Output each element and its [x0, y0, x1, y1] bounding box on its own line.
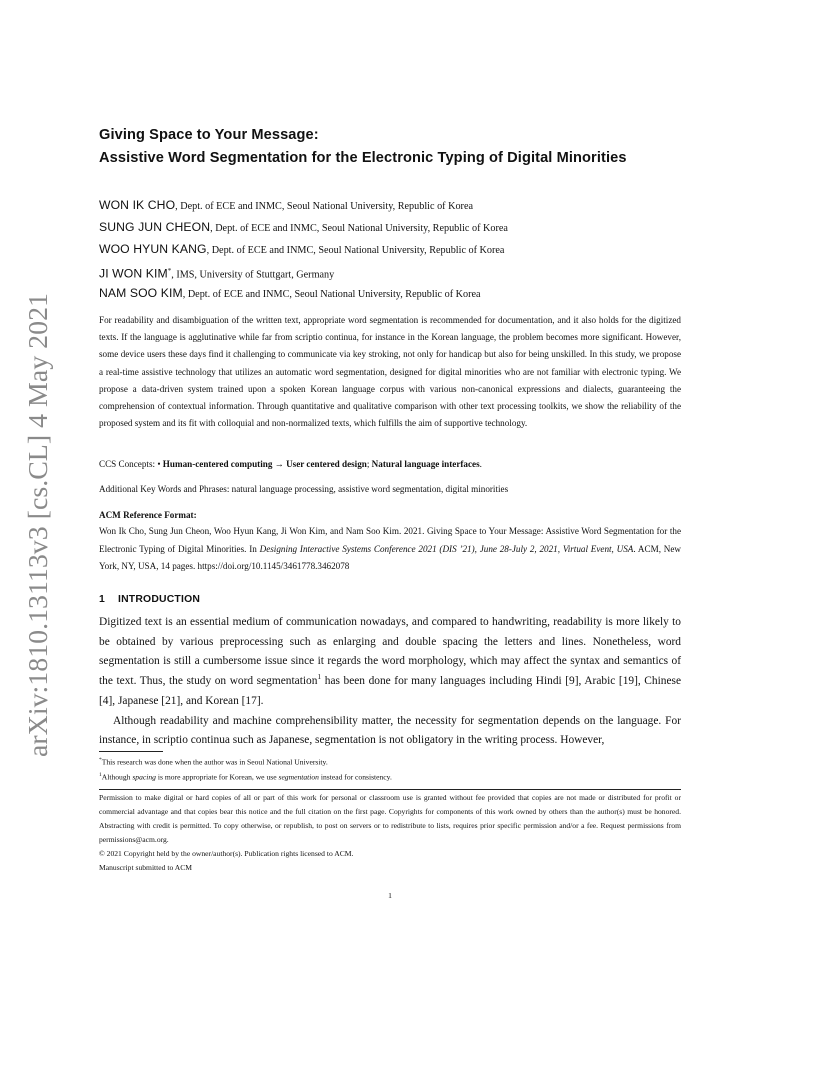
ccs-label: CCS Concepts:	[99, 459, 158, 469]
author-affiliation: , Dept. of ECE and INMC, Seoul National University, Republic of Korea	[206, 245, 505, 256]
ccs-concept: Natural language interfaces	[371, 459, 480, 469]
ccs-separator: ;	[366, 459, 372, 469]
footnotes	[99, 754, 681, 783]
author-affiliation: , Dept. of ECE and INMC, Seoul National University, Republic of Korea	[175, 201, 473, 212]
author-name: NAM SOO KIM	[99, 286, 183, 300]
author-name: WOO HYUN KANG	[99, 242, 207, 256]
paper-title	[99, 124, 681, 170]
author-footnote-mark: *	[167, 267, 172, 275]
keywords: Additional Key Words and Phrases: natural language processing, assistive word segmentation, digital minorities	[99, 484, 509, 494]
section-heading	[99, 592, 200, 608]
acm-reference	[99, 523, 681, 576]
footnote-text: Although	[101, 772, 133, 782]
footnote-text: instead for consistency.	[318, 772, 392, 782]
author-name: JI WON KIM	[99, 266, 168, 281]
arxiv-stamp	[20, 290, 56, 760]
arxiv-stamp-text: arXiv:1810.13113v3 [cs.CL] 4 May 2021	[23, 308, 53, 757]
intro-text: Digitized text is an essential medium of communication nowadays, and compared to handwriting, readability is more likely to be obtained by various preprocessing such as enlarging and double spacing the letters and lines. Nonetheless, word segmentation is still a cumbersome issue since it regards the word morphology, which may affect the syntax and semantics of the text. Thus, the study on word segmentation	[99, 616, 681, 688]
author-name: SUNG JUN CHEON	[99, 220, 211, 234]
author-entry	[99, 216, 681, 238]
permission-divider	[99, 789, 681, 790]
arxiv-stamp-graphic	[20, 290, 56, 760]
copyright-notice: © 2021 Copyright held by the owner/author(s). Publication rights licensed to ACM.	[99, 848, 354, 858]
footnote	[99, 769, 681, 784]
permission-text: Permission to make digital or hard copies of all or part of this work for personal or classroom use is granted without fee provided that copies are not made or distributed for profit or commercial advantage and that copies bear this notice and the full citation on the first page. Copyrights for components of this work owned by others than the author(s) must be honored. Abstracting with credit is permitted. To copy otherwise, or republish, to post on servers or to redistribute to lists, requires prior specific permission and/or a fee. Request permissions from permissions@acm.org.	[99, 793, 681, 844]
author-entry	[99, 282, 681, 304]
footnote-emphasis: segmentation	[278, 772, 319, 782]
title-line-1: Giving Space to Your Message:	[99, 127, 319, 143]
ccs-concept: User centered design	[286, 459, 367, 469]
footnote-ref: 1	[317, 672, 322, 682]
footnote	[99, 754, 681, 769]
footnote-text: This research was done when the author was in Seoul National University.	[101, 757, 328, 767]
permission-block	[99, 791, 681, 874]
title-line-2: Assistive Word Segmentation for the Electronic Typing of Digital Minorities	[99, 150, 627, 166]
footnote-divider	[99, 751, 163, 752]
footnote-emphasis: spacing	[132, 772, 156, 782]
author-entry	[99, 260, 681, 282]
author-affiliation: , Dept. of ECE and INMC, Seoul National University, Republic of Korea	[210, 223, 508, 234]
author-entry	[99, 194, 681, 216]
ccs-concepts	[99, 456, 681, 472]
introduction-body	[99, 613, 681, 751]
page-number: 1	[388, 891, 392, 900]
footnote-mark: *	[99, 757, 102, 763]
intro-paragraph: Although readability and machine comprehensibility matter, the necessity for segmentation depends on the language. For instance, in scriptio continua such as Japanese, segmentation is not obligatory in the writing process. However,	[99, 714, 681, 747]
acm-reference-venue: Designing Interactive Systems Conference 2021 (DIS ’21), June 28-July 2, 2021, Virtual Event, USA	[259, 543, 634, 554]
abstract-text: For readability and disambiguation of the written text, appropriate word segmentation is recommended for documentation, and it also holds for the digitized texts. If the language is agglutinative while far from scriptio continua, for instance in the Korean language, the problem becomes more significant. However, some device users these days find it challenging to communicate via key stroking, not only for handicap but also for being unskilled. In this study, we propose a real-time assistive technology that utilizes an automatic word segmentation, designed for digital minorities who are not familiar with electronic typing. We propose a data-driven system trained upon a spoken Korean language corpus with various non-canonical expressions and dialects, guaranteeing the comprehension of contextual information. Through quantitative and qualitative comparison with other text processing toolkits, we show the reliability of the proposed system and its fit with colloquial and non-normalized texts, which fulfills the aim of supportive technology.	[99, 315, 681, 429]
manuscript-note: Manuscript submitted to ACM	[99, 862, 193, 872]
author-name: WON IK CHO	[99, 198, 176, 212]
footnote-text: is more appropriate for Korean, we use	[155, 772, 279, 782]
section-number: 1	[99, 594, 105, 605]
abstract	[99, 312, 681, 432]
author-entry	[99, 238, 681, 260]
intro-paragraph	[99, 613, 681, 712]
footnote-mark: 1	[99, 771, 102, 778]
author-list	[99, 194, 681, 304]
author-affiliation: , IMS, University of Stuttgart, Germany	[171, 269, 335, 281]
ccs-end: .	[479, 459, 482, 469]
acm-reference-doi: . ACM, New York, NY, USA, 14 pages. https://doi.org/10.1145/3461778.3462078	[99, 543, 681, 572]
intro-text: has been done for many languages including Hindi [9], Arabic [19], Chinese [4], Japanese [21], and Korean [17].	[99, 675, 681, 707]
acm-reference-text: Won Ik Cho, Sung Jun Cheon, Woo Hyun Kang, Ji Won Kim, and Nam Soo Kim. 2021. Giving Space to Your Message: Assistive Word Segmentation for the Electronic Typing of Digital Minorities. In	[99, 526, 681, 554]
ccs-arrow: →	[274, 459, 284, 469]
ccs-concept: Human-centered computing	[162, 459, 273, 469]
ccs-bullet: •	[157, 459, 161, 469]
section-title: INTRODUCTION	[118, 594, 201, 605]
acm-reference-heading: ACM Reference Format:	[99, 510, 197, 520]
author-affiliation: , Dept. of ECE and INMC, Seoul National University, Republic of Korea	[182, 289, 481, 300]
